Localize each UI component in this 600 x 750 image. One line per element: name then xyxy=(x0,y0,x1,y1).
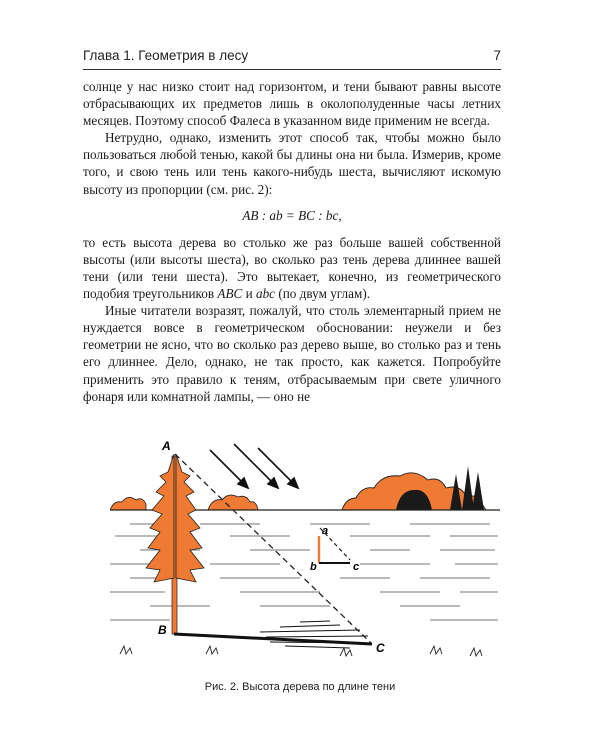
paragraph-2: Нетрудно, однако, изменить этот способ так, чтобы можно было пользоваться любой тенью, какой бы длины она ни была. Измерив, кроме того, и свою тень или тень какого-нибудь шеста, вычисляют искомую высоту из пропорции (см. рис. 2): xyxy=(83,130,501,197)
triangle-abc: abc xyxy=(255,286,276,302)
forest-firs xyxy=(450,466,484,510)
label-c: c xyxy=(353,561,360,573)
paragraph-3-before: то есть высота дерева во столько же раз больше вашей собственной высоты (или высоты шеста), во сколько раз тень дерева длиннее вашей тени (или тени шеста). Это вытекает, конечно, из геометрического подобия треугольников xyxy=(83,234,501,302)
figure-tree-shadow xyxy=(110,432,500,667)
paragraph-4: Иные читатели возразят, пожалуй, что столь элементарный прием не нуждается вовсе в геометрическом обосновании: неужели и без геометрии не ясно, что во сколько раз дерево выше, во столько раз и тень его длиннее. Дело, однако, не так просто, как кажется. Попробуйте применить это правило к теням, отбрасываемым при свете уличного фонаря или комнатной лампы, — оно не xyxy=(83,303,501,404)
figure-caption: Рис. 2. Высота дерева по длине тени xyxy=(204,681,396,693)
paragraph-1: солнце у нас низко стоит над горизонтом, и тени бывают равны высоте отбрасывающих их предметов лишь в околополуденные часы летних месяцев. Поэтому способ Фалеса в указанном виде применим не всегда. xyxy=(83,79,501,129)
paragraph-3-mid: и xyxy=(242,286,256,302)
chapter-title: Глава 1. Геометрия в лесу xyxy=(83,48,249,63)
grass-tufts xyxy=(120,646,482,656)
sun-rays xyxy=(210,444,298,488)
formula: AB : ab = BC : bc, xyxy=(242,207,342,223)
page-number: 7 xyxy=(493,48,501,63)
bushes-left xyxy=(110,497,146,510)
triangle-ABC: ABC xyxy=(217,286,243,302)
label-B: B xyxy=(158,623,167,637)
body-text xyxy=(83,78,501,405)
label-b: b xyxy=(310,561,317,573)
paragraph-3 xyxy=(83,234,501,302)
bushes-middle xyxy=(208,495,258,510)
running-header xyxy=(83,48,501,70)
label-A: A xyxy=(162,439,171,453)
header-rule xyxy=(83,69,501,70)
label-C: C xyxy=(376,641,385,655)
fir-tree xyxy=(146,454,204,634)
label-a: a xyxy=(322,525,329,537)
paragraph-3-after: (по двум углам). xyxy=(275,286,371,302)
